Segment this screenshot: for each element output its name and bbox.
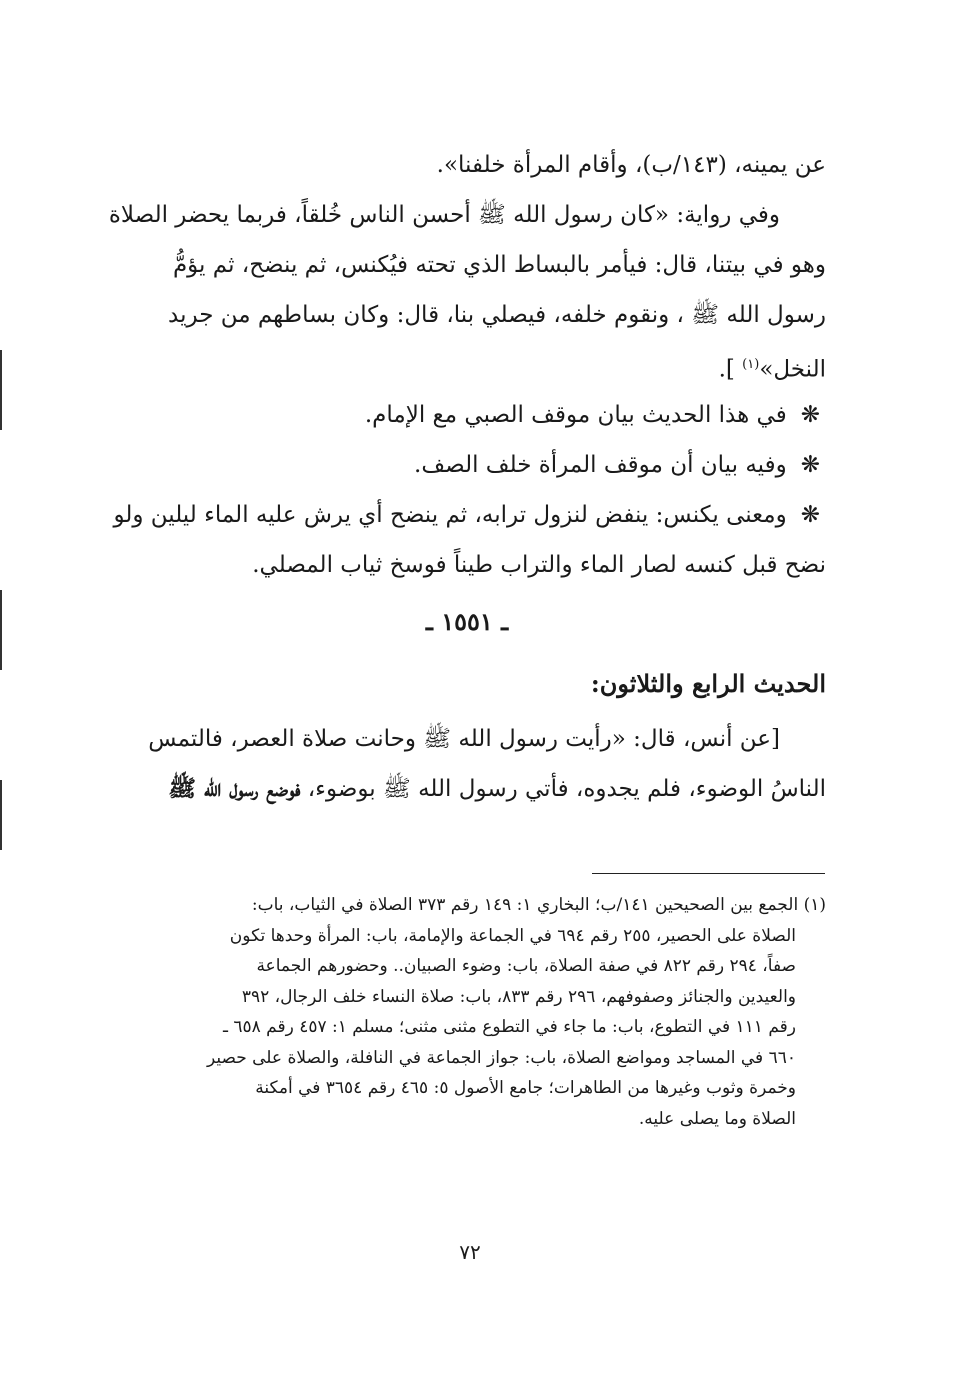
section-number: ـ ١٥٥١ ـ (425, 607, 509, 636)
footnotes (108, 890, 826, 1134)
body-text: ]. (718, 356, 735, 383)
footnote-reference[interactable]: (١) (742, 357, 760, 372)
bullet-text: في هذا الحديث بيان موقف الصبي مع الإمام. (364, 402, 787, 428)
footnote-line: وخمرة وثوب وغيرها من الطاهرات؛ جامع الأصول ٥: ٤٦٥ رقم ٣٦٥٤ في أمكنة (255, 1078, 796, 1098)
main-text (108, 140, 826, 814)
footnote-line: صفاً، ٢٩٤ رقم ٨٢٢ في صفة الصلاة، باب: وضوء الصبيان.. وحضورهم الجماعة (256, 956, 796, 976)
body-line: وفي رواية: «كان رسول الله ﷺ أحسن الناس خُلقاً، فربما يحضر الصلاة (108, 202, 780, 228)
bullet-item (108, 440, 826, 490)
bullet-item (108, 490, 826, 540)
asterisk-icon: ❋ (800, 452, 820, 478)
bullet-text: وفيه بيان أن موقف المرأة خلف الصف. (414, 452, 787, 478)
body-line: وهو في بيتنا، قال: فيأمر بالبساط الذي تحته فيُكنس، ثم ينضح، ثم يؤمُّ (172, 252, 826, 278)
scan-edge-mark (0, 780, 2, 850)
bold-text: فوضع رسول الله ﷺ (168, 775, 301, 802)
bullet-item (108, 390, 826, 440)
body-line (108, 764, 826, 814)
footnote-line: الصلاة على الحصير، ٢٥٥ رقم ٦٩٤ في الجماعة والإمامة، باب: المرأة وحدها تكون (229, 925, 796, 946)
footnote-line: (١) الجمع بين الصحيحين ١٤١/ب؛ البخاري ١: ١٤٩ رقم ٣٧٣ الصلاة في الثياب، باب: (251, 895, 826, 915)
asterisk-icon: ❋ (800, 502, 820, 528)
scan-edge-mark (0, 350, 2, 430)
asterisk-icon: ❋ (800, 402, 820, 428)
footnote-line: ٦٦٠ في المساجد ومواضع الصلاة، باب: جواز الجماعة في النافلة، والصلاة على حصير (206, 1047, 796, 1068)
footnote-line: والعيدين والجنائز وصفوفهم، ٢٩٦ رقم ٨٣٣، باب: صلاة النساء خلف الرجال، ٣٩٢ (241, 986, 796, 1007)
bullet-text: ومعنى يكنس: ينفض لنزول ترابه، ثم ينضح أي يرش عليه الماء ليلين ولو (113, 502, 787, 528)
footnote-line: الصلاة وما يصلى عليه. (638, 1108, 796, 1129)
footnote-divider (592, 873, 825, 874)
scan-edge-mark (0, 590, 2, 670)
body-text: الناسُ الوضوء، فلم يجدوه، فأتي رسول الله ﷺ بوضوء، (307, 776, 826, 802)
body-line: عن يمينه، (١٤٣/ب)، وأقام المرأة خلفنا». (436, 152, 826, 178)
body-text: النخل» (759, 356, 826, 383)
footnote-line: رقم ١١١ في التطوع، باب: ما جاء في التطوع مثنى مثنى؛ مسلم ١: ٤٥٧ رقم ٦٥٨ ـ (222, 1017, 796, 1037)
section-heading: الحديث الرابع والثلاثون: (590, 669, 826, 698)
body-line: نضح قبل كنسه لصار الماء والتراب طيناً فوسخ ثياب المصلي. (252, 552, 826, 578)
page-number: ٧٢ (459, 1240, 481, 1264)
body-line (108, 340, 826, 390)
body-line: [عن أنس، قال: «رأيت رسول الله ﷺ وحانت صلاة العصر، فالتمس (148, 726, 780, 752)
body-line: رسول الله ﷺ ، ونقوم خلفه، فيصلي بنا، قال: وكان بساطهم من جريد (168, 302, 826, 328)
